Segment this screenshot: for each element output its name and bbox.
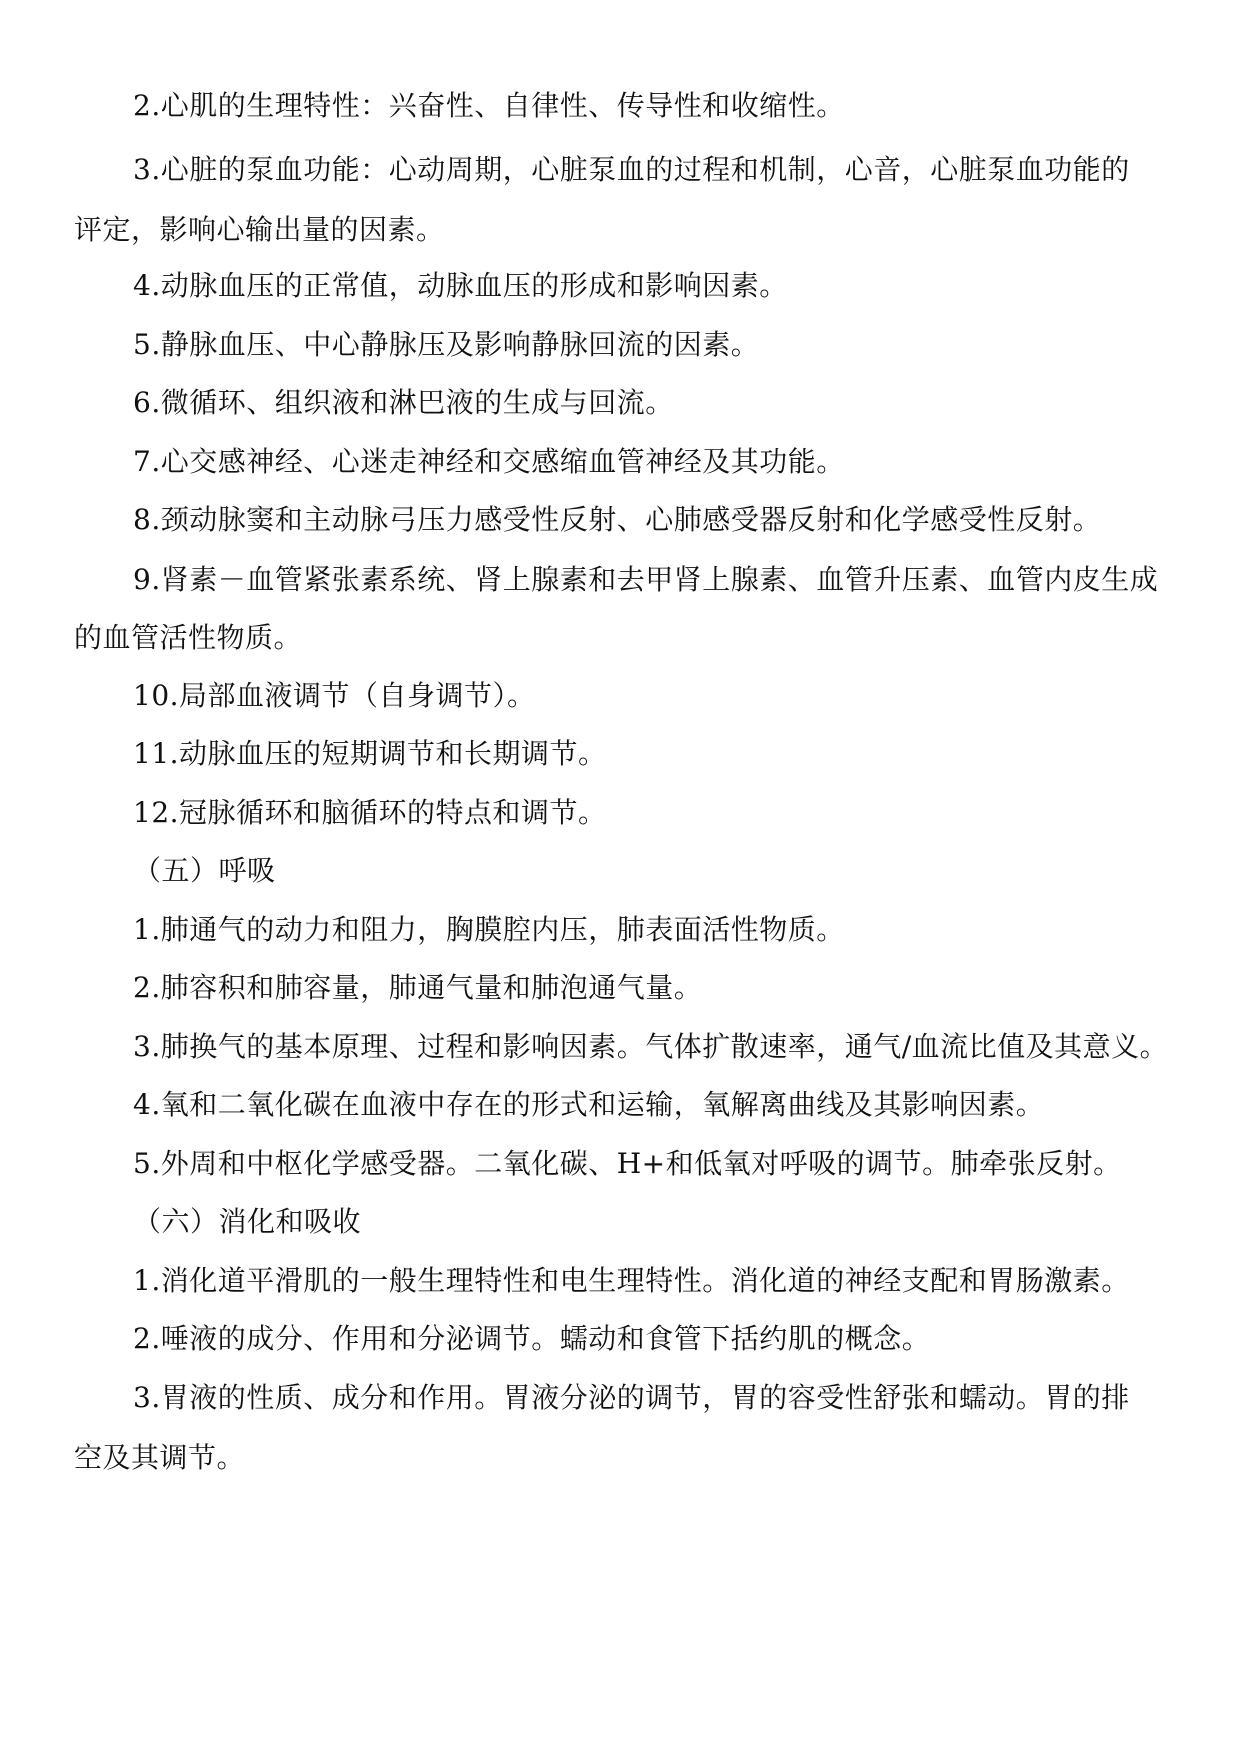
item-gas-exchange: 3.肺换气的基本原理、过程和影响因素。气体扩散速率，通气/血流比值及其意义。	[133, 1030, 1169, 1063]
section-heading-digestion: （六）消化和吸收	[133, 1205, 362, 1238]
item-pulmonary-ventilation: 1.肺通气的动力和阻力，胸膜腔内压，肺表面活性物质。	[133, 913, 845, 946]
item-gas-transport: 4.氧和二氧化碳在血液中存在的形式和运输，氧解离曲线及其影响因素。	[133, 1088, 1045, 1121]
item-cardiac-nerves: 7.心交感神经、心迷走神经和交感缩血管神经及其功能。	[133, 445, 845, 478]
item-lung-volume: 2.肺容积和肺容量，肺通气量和肺泡通气量。	[133, 971, 703, 1004]
item-gastric-juice-cont: 空及其调节。	[74, 1441, 246, 1474]
item-microcirculation: 6.微循环、组织液和淋巴液的生成与回流。	[133, 386, 674, 419]
item-smooth-muscle: 1.消化道平滑肌的一般生理特性和电生理特性。消化道的神经支配和胃肠激素。	[133, 1264, 1130, 1297]
item-renin-angiotensin-cont: 的血管活性物质。	[74, 621, 303, 654]
item-renin-angiotensin: 9.肾素－血管紧张素系统、肾上腺素和去甲肾上腺素、血管升压素、血管内皮生成	[133, 563, 1159, 596]
item-chemoreceptors: 5.外周和中枢化学感受器。二氧化碳、H+和低氧对呼吸的调节。肺牵张反射。	[133, 1147, 1122, 1180]
item-coronary-cerebral-circulation: 12.冠脉循环和脑循环的特点和调节。	[133, 796, 607, 829]
item-baroreceptor-reflex: 8.颈动脉窦和主动脉弓压力感受性反射、心肺感受器反射和化学感受性反射。	[133, 503, 1102, 536]
item-venous-pressure: 5.静脉血压、中心静脉压及影响静脉回流的因素。	[133, 328, 760, 361]
item-local-blood-regulation: 10.局部血液调节（自身调节）。	[133, 679, 536, 712]
item-heart-pump-function: 3.心脏的泵血功能：心动周期，心脏泵血的过程和机制，心音，心脏泵血功能的	[133, 153, 1130, 186]
item-arterial-pressure: 4.动脉血压的正常值，动脉血压的形成和影响因素。	[133, 269, 788, 302]
section-heading-respiration: （五）呼吸	[133, 854, 276, 887]
item-arterial-pressure-regulation: 11.动脉血压的短期调节和长期调节。	[133, 737, 607, 770]
item-heart-pump-function-cont: 评定，影响心输出量的因素。	[74, 213, 445, 246]
item-gastric-juice: 3.胃液的性质、成分和作用。胃液分泌的调节，胃的容受性舒张和蠕动。胃的排	[133, 1381, 1130, 1414]
item-heart-muscle-properties: 2.心肌的生理特性：兴奋性、自律性、传导性和收缩性。	[133, 89, 845, 122]
item-saliva: 2.唾液的成分、作用和分泌调节。蠕动和食管下括约肌的概念。	[133, 1322, 931, 1355]
